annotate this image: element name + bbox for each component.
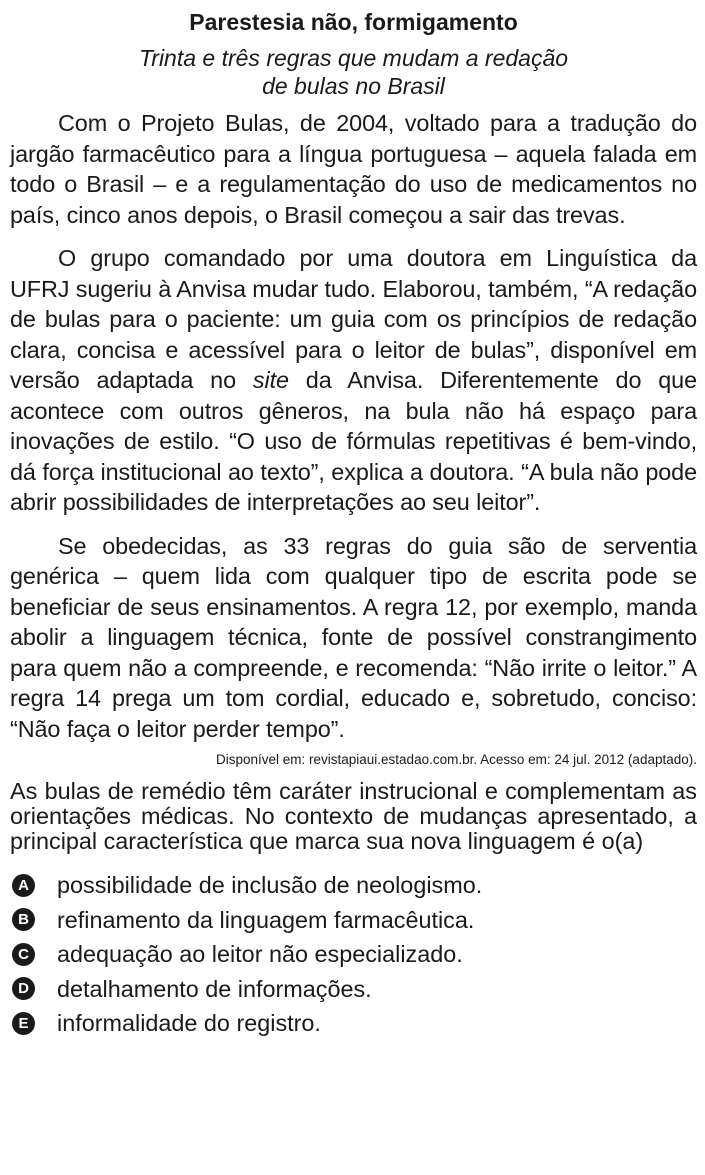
article-paragraph-3: Se obedecidas, as 33 regras do guia são de serventia genérica – quem lida com qualquer tipo de escrita pode se beneficiar de seus ensinamentos. A regra 12, por exemplo, manda abolir a linguagem técnica, fonte de possível constrangimento para quem não a compreende, e recomenda: “Não irrite o leitor.” A regra 14 prega um tom cordial, educado e, sobretudo, conciso: “Não faça o leitor perder tempo”.: [10, 532, 697, 742]
option-letter-e-icon: E: [12, 1012, 35, 1035]
option-letter-b-icon: B: [12, 908, 35, 931]
option-c[interactable]: [10, 937, 697, 972]
article-paragraph-2: [10, 243, 697, 518]
option-text-b: refinamento da linguagem farmacêutica.: [57, 906, 475, 933]
paragraph-2-text-end: da Anvisa. Diferentemente do que acontece com outros gêneros, na bula não há espaço para inovações de estilo. “O uso de fórmulas repetitivas é bem-vindo, dá força institucional ao texto”, explica a doutora. “A bula não pode abrir possibilidades de interpretações ao seu leitor”.: [10, 367, 697, 515]
subtitle-line-2: de bulas no Brasil: [262, 73, 445, 99]
answer-options: [10, 868, 697, 1041]
option-letter-d-icon: D: [12, 977, 35, 1000]
option-text-e: informalidade do registro.: [57, 1010, 321, 1037]
source-citation: Disponível em: revistapiaui.estadao.com.br. Acesso em: 24 jul. 2012 (adaptado).: [215, 752, 697, 767]
question-stem: As bulas de remédio têm caráter instrucional e complementam as orientações médicas. No contexto de mudanças apresentado, a principal característica que marca sua nova linguagem é o(a): [10, 778, 697, 854]
exam-page: [10, 6, 697, 1041]
option-d[interactable]: [10, 972, 697, 1007]
italic-word-site: site: [252, 367, 289, 393]
option-text-d: detalhamento de informações.: [57, 975, 372, 1002]
article-paragraph-1: Com o Projeto Bulas, de 2004, voltado para a tradução do jargão farmacêutico para a língua portuguesa – aquela falada em todo o Brasil – e a regulamentação do uso de medicamentos no país, cinco anos depois, o Brasil começou a sair das trevas.: [10, 110, 697, 228]
option-letter-a-icon: A: [12, 874, 35, 897]
option-a[interactable]: [10, 868, 697, 903]
option-b[interactable]: [10, 903, 697, 938]
paragraph-2-text-start: O grupo comandado por uma doutora em Linguística da UFRJ sugeriu à Anvisa mudar tudo. Elaborou, também, “A redação de bulas para o paciente: um guia com os princípios de redação clara, concisa e acessível para o leitor de bulas”, disponível em versão adaptada no: [10, 245, 697, 393]
article-subtitle: [10, 44, 697, 100]
subtitle-line-1: Trinta e três regras que mudam a redação: [138, 45, 569, 71]
option-e[interactable]: [10, 1006, 697, 1041]
article-title: Parestesia não, formigamento: [189, 9, 518, 35]
option-text-c: adequação ao leitor não especializado.: [57, 941, 463, 968]
option-letter-c-icon: C: [12, 943, 35, 966]
option-text-a: possibilidade de inclusão de neologismo.: [57, 872, 483, 899]
